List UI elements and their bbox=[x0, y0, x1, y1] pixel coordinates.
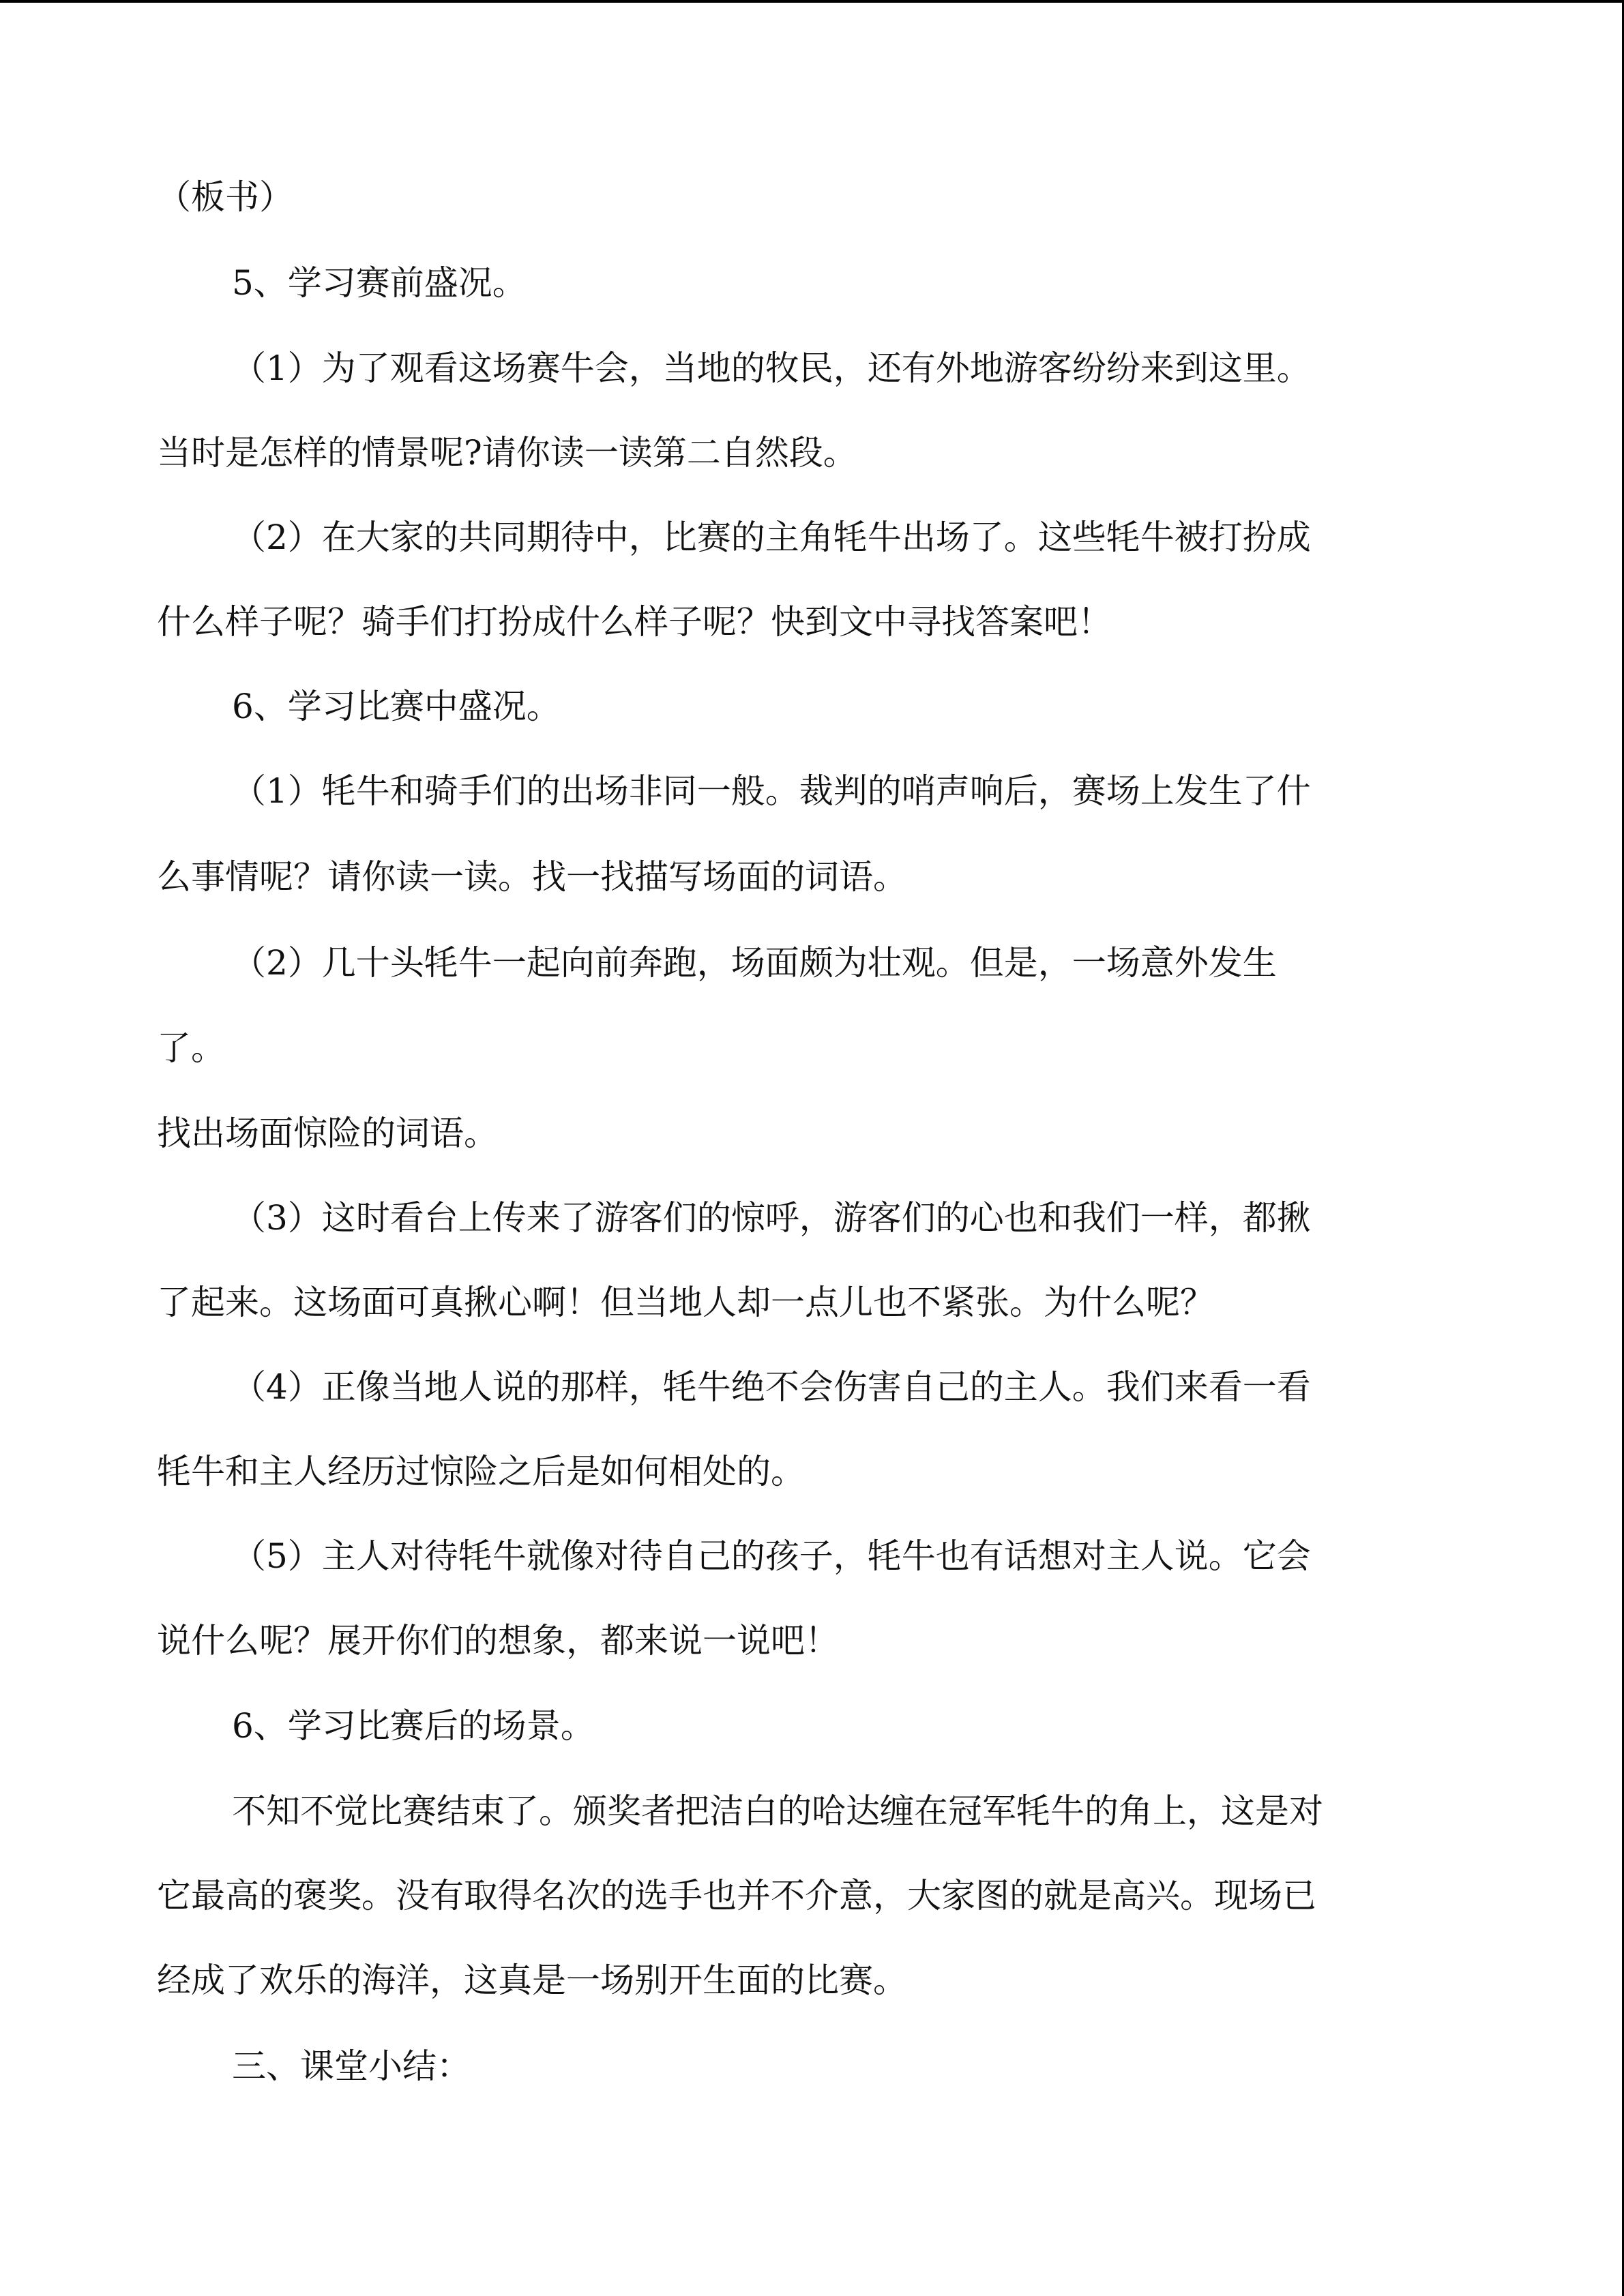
paragraph-line: 找出场面惊险的词语。 bbox=[157, 1114, 498, 1153]
section-heading-summary: 三、课堂小结： bbox=[232, 2046, 471, 2086]
paragraph-line: 什么样子呢？骑手们打扮成什么样子呢？快到文中寻找答案吧！ bbox=[157, 602, 1112, 642]
paragraph-line: 牦牛和主人经历过惊险之后是如何相处的。 bbox=[157, 1452, 805, 1491]
paragraph-line: （1）牦牛和骑手们的出场非同一般。裁判的哨声响后，赛场上发生了什 bbox=[232, 771, 1311, 811]
paragraph-line: （2）几十头牦牛一起向前奔跑，场面颇为壮观。但是，一场意外发生 bbox=[232, 943, 1277, 983]
paragraph-line: 了起来。这场面可真揪心啊！但当地人却一点儿也不紧张。为什么呢？ bbox=[157, 1283, 1214, 1322]
section-heading-6b: 6、学习比赛后的场景。 bbox=[232, 1706, 595, 1746]
paragraph-line: （1）为了观看这场赛牛会，当地的牧民，还有外地游客纷纷来到这里。 bbox=[232, 348, 1311, 388]
paragraph-line: （4）正像当地人说的那样，牦牛绝不会伤害自己的主人。我们来看一看 bbox=[232, 1367, 1311, 1407]
paragraph-line: 不知不觉比赛结束了。颁奖者把洁白的哈达缠在冠军牦牛的角上，这是对 bbox=[232, 1791, 1323, 1831]
section-heading-5: 5、学习赛前盛况。 bbox=[232, 263, 527, 303]
blackboard-note: （板书） bbox=[157, 177, 293, 217]
paragraph-line: 它最高的褒奖。没有取得名次的选手也并不介意，大家图的就是高兴。现场已 bbox=[157, 1876, 1316, 1915]
paragraph-line: 经成了欢乐的海洋，这真是一场别开生面的比赛。 bbox=[157, 1960, 907, 2000]
paragraph-line: （3）这时看台上传来了游客们的惊呼，游客们的心也和我们一样，都揪 bbox=[232, 1198, 1311, 1238]
paragraph-line: 么事情呢？请你读一读。找一找描写场面的词语。 bbox=[157, 857, 907, 897]
page-top-border bbox=[0, 0, 1624, 3]
paragraph-line: 说什么呢？展开你们的想象，都来说一说吧！ bbox=[157, 1621, 839, 1660]
paragraph-line: 了。 bbox=[157, 1028, 225, 1068]
paragraph-line: （2）在大家的共同期待中，比赛的主角牦牛出场了。这些牦牛被打扮成 bbox=[232, 518, 1311, 557]
paragraph-line: 当时是怎样的情景呢?请你读一读第二自然段。 bbox=[157, 433, 857, 473]
section-heading-6: 6、学习比赛中盛况。 bbox=[232, 687, 561, 726]
paragraph-line: （5）主人对待牦牛就像对待自己的孩子，牦牛也有话想对主人说。它会 bbox=[232, 1536, 1311, 1576]
